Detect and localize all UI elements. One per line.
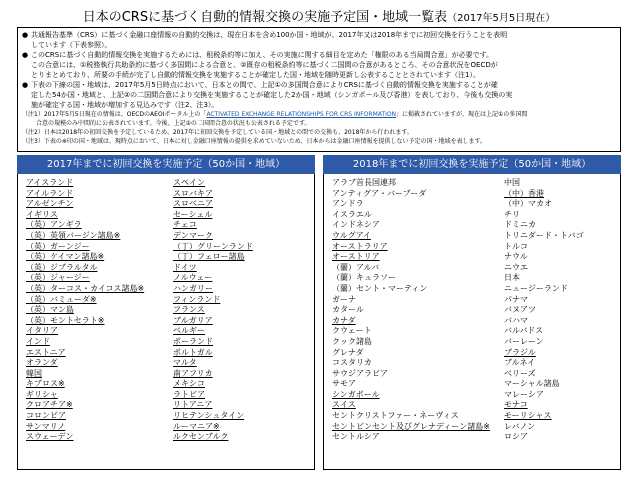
country-item: ルーマニア※ xyxy=(173,421,220,431)
country-column xyxy=(332,178,490,443)
panel-2017-body xyxy=(17,174,315,470)
country-item: カタール xyxy=(332,305,364,315)
country-item: クウェート xyxy=(332,326,372,336)
country-item: メキシコ xyxy=(173,379,205,389)
bullet-3 xyxy=(22,80,616,110)
country-item: （英）アンギラ xyxy=(26,220,82,230)
country-item: インドネシア xyxy=(332,220,380,230)
country-item: （中）マカオ xyxy=(504,199,552,209)
country-item: （丁）フェロー諸島 xyxy=(173,252,245,262)
country-item: （英）モントセラト※ xyxy=(26,315,105,325)
country-item: （中）香港 xyxy=(504,188,544,198)
country-item: スウェーデン xyxy=(26,432,74,442)
title-main: 日本のCRSに基づく自動的情報交換の実施予定国・地域一覧表 xyxy=(82,10,448,25)
country-item: オーストラリア xyxy=(332,241,388,251)
country-item: （英）バミューダ※ xyxy=(26,294,97,304)
country-item: アラブ首長国連邦 xyxy=(332,178,396,187)
country-item: ベリーズ xyxy=(504,368,536,378)
country-item: イスラエル xyxy=(332,209,372,219)
country-item: ギリシャ xyxy=(26,389,58,399)
country-item: ニウエ xyxy=(504,262,528,272)
country-item: エストニア xyxy=(26,347,66,357)
note-1-continued: 合意の規模のみ中間的に公表されています。今後、上記②の二国間合意の状況も公表される予定です。 xyxy=(36,120,311,127)
country-item: コロンビア xyxy=(26,411,66,421)
country-item: サモア xyxy=(332,379,356,389)
country-item: 日本 xyxy=(504,273,520,283)
country-item: イギリス xyxy=(26,209,58,219)
country-item: フランス xyxy=(173,305,205,315)
notes-box xyxy=(17,27,621,152)
country-item: ウルグアイ xyxy=(332,230,371,240)
country-item: （英）ジブラルタル xyxy=(26,262,98,272)
country-item: ポーランド xyxy=(173,336,213,346)
country-item: クロアチア※ xyxy=(26,400,73,410)
country-item: 韓国 xyxy=(26,368,42,378)
bullet-1-line-1: 共通報告基準（CRS）に基づく金融口座情報の自動的交換は、現在日本を含め100か国・地域が、2017年又は2018年までに初回交換を行うことを表明 xyxy=(31,31,508,39)
country-item: （蘭）セント・マーティン xyxy=(332,283,428,293)
country-item: デンマーク xyxy=(173,230,213,240)
country-item: （蘭）アルバ xyxy=(332,262,380,272)
country-item: バルバドス xyxy=(504,326,544,336)
country-item: マーシャル諸島 xyxy=(504,379,560,389)
country-item: 中国 xyxy=(504,178,520,187)
country-item: オランダ xyxy=(26,358,58,368)
country-item: キプロス※ xyxy=(26,379,65,389)
country-item: ナウル xyxy=(504,252,528,262)
country-item: セントビンセント及びグレナディーン諸島※ xyxy=(332,421,490,431)
bullet-3-line-2: 定した54か国・地域と、上記②の二国間合意により交換を実施することが確定した2か国・地域（シンガポール及び香港）を表しており、今後も交換の実 xyxy=(31,91,513,99)
country-item: （英）マン島 xyxy=(26,305,74,315)
country-item: スイス xyxy=(332,400,356,410)
country-item: サウジアラビア xyxy=(332,368,388,378)
country-item: シンガポール xyxy=(332,389,380,399)
country-item: スロベニア xyxy=(173,199,213,209)
country-item: レバノン xyxy=(504,421,536,431)
bullet-icon: ● xyxy=(22,81,29,89)
country-item: クック諸島 xyxy=(332,336,372,346)
country-item: アイスランド xyxy=(26,178,74,187)
country-item: グレナダ xyxy=(332,347,364,357)
country-item: マレーシア xyxy=(504,389,544,399)
bullet-3-line-3: 施が確定する国・地域が増加する見込みです（注2、注3）。 xyxy=(31,101,219,109)
panel-2017-header: 2017年までに初回交換を実施予定（50か国・地域） xyxy=(17,155,315,174)
country-item: リトアニア xyxy=(173,400,213,410)
country-item: ドイツ xyxy=(173,262,197,272)
note-2: （注2）日本は2018年の初回交換を予定しているため、2017年に初回交換を予定している国・地域との間での交換も、2018年から行われます。 xyxy=(22,129,413,136)
country-column xyxy=(173,178,253,443)
bullet-1 xyxy=(22,30,616,50)
panel-2018-body xyxy=(323,174,621,470)
country-item: トルコ xyxy=(504,241,528,251)
country-item: アイルランド xyxy=(26,188,74,198)
bullet-2-line-3: とりまとめており、所要の手続が完了し自動的情報交換を実施することが確定した国・地域を随時更新し公表することとされています（注1）。 xyxy=(31,71,480,79)
country-item: スペイン xyxy=(173,178,205,187)
country-item: ハンガリー xyxy=(173,283,213,293)
country-item: ロシア xyxy=(504,432,528,442)
country-item: ポルトガル xyxy=(173,347,213,357)
country-column xyxy=(504,178,584,443)
bullet-2 xyxy=(22,50,616,80)
country-item: カナダ xyxy=(332,315,356,325)
country-item: ベルギー xyxy=(173,326,205,336)
panel-2017 xyxy=(17,155,315,476)
country-item: オーストリア xyxy=(332,252,380,262)
country-item: ラトビア xyxy=(173,389,205,399)
country-item: セントルシア xyxy=(332,432,380,442)
country-item: マルタ xyxy=(173,358,197,368)
oecd-link[interactable]: ACTIVATED EXCHANGE RELATIONSHIPS FOR CRS INFORMATION xyxy=(206,111,397,118)
country-item: （英）ガーンジー xyxy=(26,241,90,251)
country-item: ブラジル xyxy=(504,347,536,357)
bullet-icon: ● xyxy=(22,51,29,59)
bullet-1-line-2: しています（下表参照）。 xyxy=(31,41,112,49)
country-item: コスタリカ xyxy=(332,358,372,368)
country-item: ガーナ xyxy=(332,294,356,304)
country-item: （英）ターコス・カイコス諸島※ xyxy=(26,283,145,293)
country-item: バヌアツ xyxy=(504,305,536,315)
country-item: （丁）グリーンランド xyxy=(173,241,253,251)
country-item: 南アフリカ xyxy=(173,368,213,378)
country-item: チェコ xyxy=(173,220,197,230)
country-item: スロバキア xyxy=(173,188,213,198)
country-item: モナコ xyxy=(504,400,528,410)
country-item: アンドラ xyxy=(332,199,364,209)
country-item: セントクリストファー・ネーヴィス xyxy=(332,411,459,421)
country-item: サンマリノ xyxy=(26,421,66,431)
bullet-3-line-1: 下表の下線の国・地域は、2017年5月5日時点において、日本との間で、上記①の多国間合意によりCRSに基づく自動的情報交換を実施することが確 xyxy=(31,81,498,89)
country-item: アンティグア・バーブーダ xyxy=(332,188,427,198)
country-item: インド xyxy=(26,336,50,346)
country-item: アルゼンチン xyxy=(26,199,74,209)
country-item: バハマ xyxy=(504,315,528,325)
country-item: フィンランド xyxy=(173,294,221,304)
country-item: イタリア xyxy=(26,326,58,336)
page-title xyxy=(0,6,638,25)
note-1: （注1）2017年5月5日現在の情報は、OECDのAEOIポータル上の「ACTIVATED EXCHANGE RELATIONSHIPS FOR CRS INFORMATION」に掲載されていますが、現在は上記①の多国間 xyxy=(22,111,528,118)
country-item: リヒテンシュタイン xyxy=(173,411,245,421)
country-item: （蘭）キュラソー xyxy=(332,273,396,283)
country-item: ニュージーランド xyxy=(504,283,568,293)
country-item: （英）ケイマン諸島※ xyxy=(26,252,105,262)
country-item: パナマ xyxy=(504,294,528,304)
country-item: （英）英領バージン諸島※ xyxy=(26,230,121,240)
country-item: トリニダード・トバゴ xyxy=(504,230,584,240)
country-column xyxy=(26,178,144,443)
country-item: バーレーン xyxy=(504,336,544,346)
bullet-icon: ● xyxy=(22,31,29,39)
bullet-2-line-2: この合意には、①税務執行共助条約に基づく多国間による合意と、②既存の租税条約等に基づく二国間の合意があるところ、その合意状況をOECDが xyxy=(31,61,498,69)
bullet-2-line-1: このCRSに基づく自動的情報交換を実施するためには、租税条約等に加え、その実施に関する細目を定めた「権限のある当局間合意」が必要です。 xyxy=(31,51,494,59)
country-item: ノルウェー xyxy=(173,273,213,283)
country-item: ドミニカ xyxy=(504,220,536,230)
country-item: ブルガリア xyxy=(173,315,213,325)
country-item: モーリシャス xyxy=(504,411,552,421)
country-item: ルクセンブルク xyxy=(173,432,229,442)
title-date: （2017年5月5日現在） xyxy=(447,13,556,24)
country-item: （英）ジャージー xyxy=(26,273,90,283)
country-item: ブルネイ xyxy=(504,358,536,368)
country-item: チリ xyxy=(504,209,520,219)
note-3: （注3）下表の※印の国・地域は、現時点において、日本に対し金融口座情報の提供を求めていないため、日本からは金融口座情報を提供しない予定の国・地域を表します。 xyxy=(22,138,487,145)
panel-2018 xyxy=(323,155,621,476)
country-item: セーシェル xyxy=(173,209,213,219)
panel-2018-header: 2018年までに初回交換を実施予定（50か国・地域） xyxy=(323,155,621,174)
